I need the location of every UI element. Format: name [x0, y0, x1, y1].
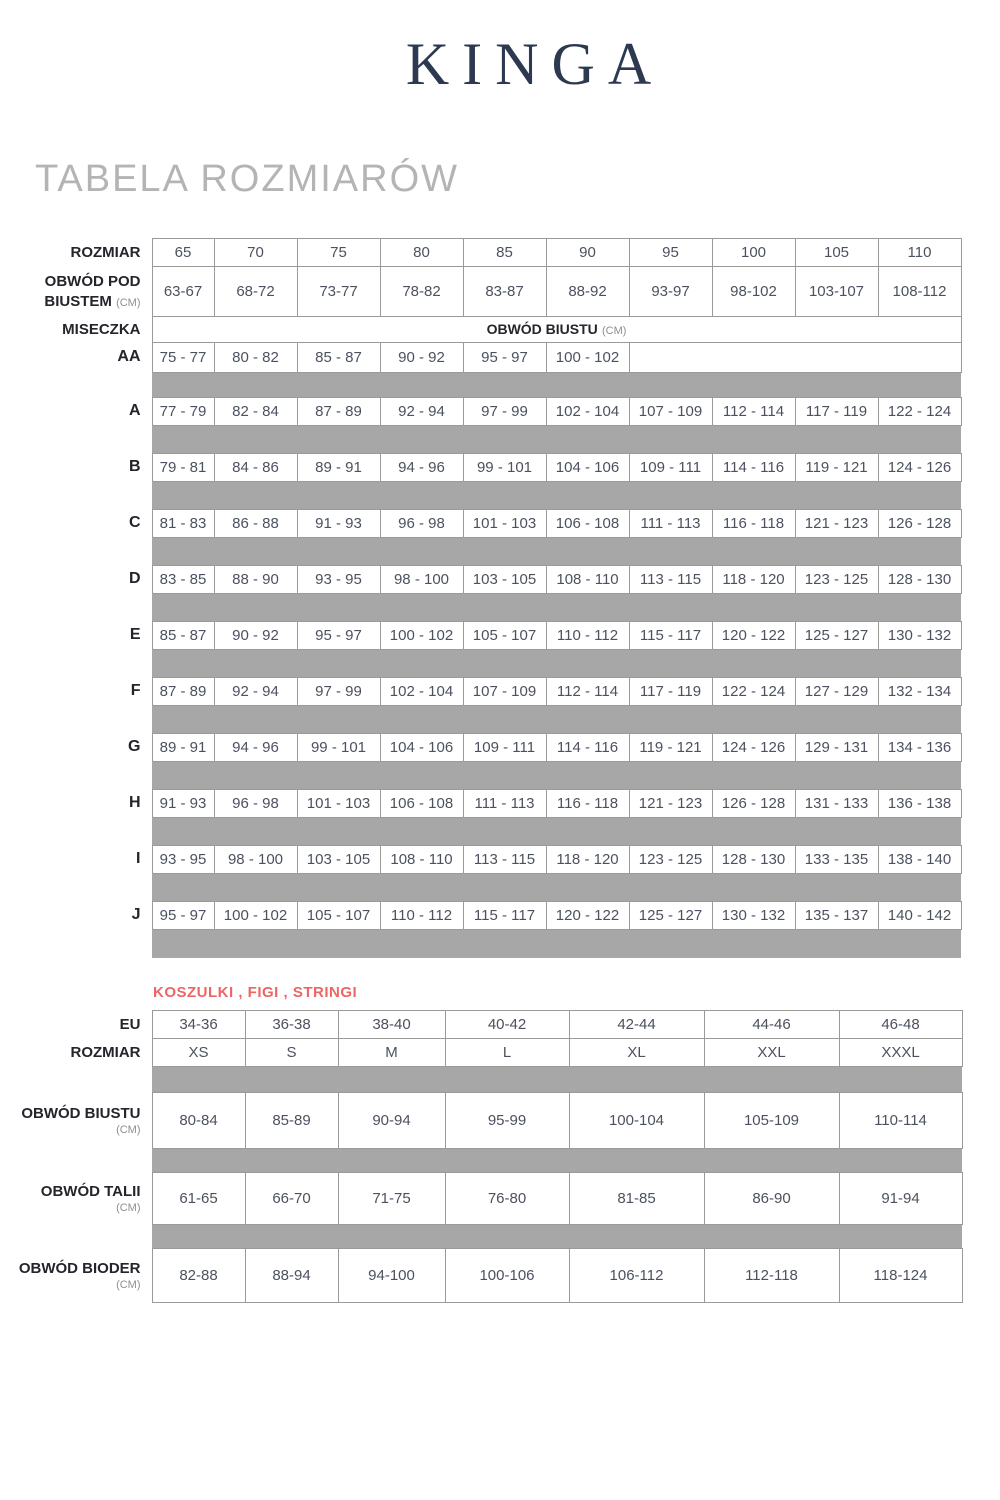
range-cell: 108 - 110 — [546, 566, 629, 594]
range-cell: 104 - 106 — [546, 454, 629, 482]
range-cell: 109 - 111 — [463, 734, 546, 762]
range-cell: 116 - 118 — [712, 510, 795, 538]
cup-label: B — [0, 454, 152, 482]
spacer-label-gap — [0, 1067, 152, 1093]
spacer-cell — [152, 762, 961, 790]
size-cell: 75 — [297, 239, 380, 267]
range-cell: 61-65 — [152, 1173, 245, 1225]
range-cell: 34-36 — [152, 1011, 245, 1039]
range-cell: 112 - 114 — [546, 678, 629, 706]
cup-row-AA — [0, 343, 961, 373]
cup-row-A — [0, 398, 961, 426]
range-cell: 87 - 89 — [152, 678, 214, 706]
page-title: TABELA ROZMIARÓW — [35, 158, 460, 200]
range-cell: 90-94 — [338, 1093, 445, 1149]
cup-row-J — [0, 902, 961, 930]
range-cell: 107 - 109 — [463, 678, 546, 706]
size-cell: 90 — [546, 239, 629, 267]
range-cell: 75 - 77 — [152, 343, 214, 373]
cup-row-F — [0, 678, 961, 706]
cup-label: D — [0, 566, 152, 594]
bra-size-table — [0, 238, 962, 958]
cup-label: E — [0, 622, 152, 650]
clothing-row-2 — [0, 1093, 962, 1149]
range-cell: 118-124 — [839, 1249, 962, 1303]
range-cell: 120 - 122 — [546, 902, 629, 930]
spacer-row — [0, 373, 961, 398]
range-cell: 135 - 137 — [795, 902, 878, 930]
spacer-cell — [152, 538, 961, 566]
range-cell: 76-80 — [445, 1173, 569, 1225]
range-cell: 104 - 106 — [380, 734, 463, 762]
spacer-row — [0, 482, 961, 510]
range-cell: 99 - 101 — [297, 734, 380, 762]
range-cell: 127 - 129 — [795, 678, 878, 706]
range-cell: 36-38 — [245, 1011, 338, 1039]
cup-row-G — [0, 734, 961, 762]
range-cell: 101 - 103 — [297, 790, 380, 818]
spacer-row — [0, 762, 961, 790]
range-cell: 90 - 92 — [380, 343, 463, 373]
range-cell: 112 - 114 — [712, 398, 795, 426]
spacer-cell — [152, 1225, 962, 1249]
range-cell: 86-90 — [704, 1173, 839, 1225]
range-cell: XXL — [704, 1039, 839, 1067]
size-cell: 110 — [878, 239, 961, 267]
underbust-cell: 88-92 — [546, 267, 629, 317]
cup-label: J — [0, 902, 152, 930]
range-cell: 88 - 90 — [214, 566, 297, 594]
row-label: EU — [0, 1011, 152, 1039]
size-cell: 70 — [214, 239, 297, 267]
spacer-row — [0, 538, 961, 566]
row-label-miseczka: MISECZKA — [0, 317, 152, 343]
spacer-row — [0, 1067, 962, 1093]
range-cell: 80-84 — [152, 1093, 245, 1149]
spacer-label-gap — [0, 538, 152, 566]
size-cell: 105 — [795, 239, 878, 267]
range-cell: 100-106 — [445, 1249, 569, 1303]
bra-cup-header-row — [0, 317, 961, 343]
cup-row-I — [0, 846, 961, 874]
spacer-cell — [152, 706, 961, 734]
cup-row-H — [0, 790, 961, 818]
range-cell: 96 - 98 — [380, 510, 463, 538]
range-cell: 119 - 121 — [629, 734, 712, 762]
range-cell: 90 - 92 — [214, 622, 297, 650]
spacer-label-gap — [0, 482, 152, 510]
range-cell: 103 - 105 — [463, 566, 546, 594]
range-cell: 105 - 107 — [463, 622, 546, 650]
range-cell: 105-109 — [704, 1093, 839, 1149]
spacer-cell — [152, 373, 961, 398]
cup-row-B — [0, 454, 961, 482]
range-cell: 80 - 82 — [214, 343, 297, 373]
range-cell: 83 - 85 — [152, 566, 214, 594]
range-cell: 122 - 124 — [712, 678, 795, 706]
range-cell: 118 - 120 — [712, 566, 795, 594]
range-cell: 82-88 — [152, 1249, 245, 1303]
empty-cell — [629, 343, 961, 373]
range-cell: 98 - 100 — [214, 846, 297, 874]
clothing-row-4 — [0, 1249, 962, 1303]
cup-label: C — [0, 510, 152, 538]
range-cell: 130 - 132 — [878, 622, 961, 650]
spacer-label-gap — [0, 706, 152, 734]
range-cell: 121 - 123 — [629, 790, 712, 818]
range-cell: 97 - 99 — [297, 678, 380, 706]
range-cell: 94 - 96 — [214, 734, 297, 762]
range-cell: XL — [569, 1039, 704, 1067]
range-cell: 118 - 120 — [546, 846, 629, 874]
range-cell: 85-89 — [245, 1093, 338, 1149]
range-cell: 88-94 — [245, 1249, 338, 1303]
range-cell: 71-75 — [338, 1173, 445, 1225]
range-cell: 66-70 — [245, 1173, 338, 1225]
range-cell: 95 - 97 — [463, 343, 546, 373]
size-cell: 80 — [380, 239, 463, 267]
range-cell: 126 - 128 — [712, 790, 795, 818]
underbust-cell: 103-107 — [795, 267, 878, 317]
range-cell: 110 - 112 — [380, 902, 463, 930]
spacer-row — [0, 930, 961, 958]
bra-underbust-row — [0, 267, 961, 317]
range-cell: 100 - 102 — [546, 343, 629, 373]
spacer-row — [0, 1149, 962, 1173]
range-cell: 44-46 — [704, 1011, 839, 1039]
range-cell: 89 - 91 — [297, 454, 380, 482]
range-cell: 91 - 93 — [152, 790, 214, 818]
range-cell: 109 - 111 — [629, 454, 712, 482]
size-cell: 65 — [152, 239, 214, 267]
range-cell: 99 - 101 — [463, 454, 546, 482]
clothing-table-body — [0, 1011, 962, 1303]
range-cell: 110 - 112 — [546, 622, 629, 650]
spacer-row — [0, 1225, 962, 1249]
range-cell: 97 - 99 — [463, 398, 546, 426]
range-cell: 111 - 113 — [629, 510, 712, 538]
range-cell: 42-44 — [569, 1011, 704, 1039]
range-cell: 95 - 97 — [152, 902, 214, 930]
underbust-cell: 73-77 — [297, 267, 380, 317]
size-cell: 85 — [463, 239, 546, 267]
spacer-label-gap — [0, 1149, 152, 1173]
spacer-cell — [152, 1149, 962, 1173]
range-cell: 96 - 98 — [214, 790, 297, 818]
range-cell: 124 - 126 — [712, 734, 795, 762]
range-cell: 124 - 126 — [878, 454, 961, 482]
range-cell: 98 - 100 — [380, 566, 463, 594]
underbust-cell: 83-87 — [463, 267, 546, 317]
underbust-cell: 78-82 — [380, 267, 463, 317]
range-cell: 81 - 83 — [152, 510, 214, 538]
range-cell: 101 - 103 — [463, 510, 546, 538]
range-cell: M — [338, 1039, 445, 1067]
range-cell: 112-118 — [704, 1249, 839, 1303]
range-cell: 134 - 136 — [878, 734, 961, 762]
cup-label: G — [0, 734, 152, 762]
spacer-cell — [152, 1067, 962, 1093]
spacer-label-gap — [0, 818, 152, 846]
spacer-cell — [152, 930, 961, 958]
range-cell: 86 - 88 — [214, 510, 297, 538]
clothing-section-title: KOSZULKI , FIGI , STRINGI — [153, 984, 358, 1001]
clothing-row-3 — [0, 1173, 962, 1225]
range-cell: 115 - 117 — [629, 622, 712, 650]
spacer-cell — [152, 874, 961, 902]
range-cell: 125 - 127 — [629, 902, 712, 930]
range-cell: 121 - 123 — [795, 510, 878, 538]
bra-size-row — [0, 239, 961, 267]
spacer-cell — [152, 818, 961, 846]
spacer-row — [0, 426, 961, 454]
range-cell: 123 - 125 — [629, 846, 712, 874]
clothing-row-0 — [0, 1011, 962, 1039]
range-cell: S — [245, 1039, 338, 1067]
spacer-label-gap — [0, 594, 152, 622]
range-cell: 102 - 104 — [380, 678, 463, 706]
range-cell: XS — [152, 1039, 245, 1067]
range-cell: 105 - 107 — [297, 902, 380, 930]
spacer-row — [0, 594, 961, 622]
range-cell: 120 - 122 — [712, 622, 795, 650]
range-cell: 128 - 130 — [712, 846, 795, 874]
range-cell: 84 - 86 — [214, 454, 297, 482]
brand-logo: KINGA — [405, 31, 665, 97]
range-cell: 133 - 135 — [795, 846, 878, 874]
range-cell: 140 - 142 — [878, 902, 961, 930]
spacer-label-gap — [0, 762, 152, 790]
spacer-cell — [152, 426, 961, 454]
range-cell: 129 - 131 — [795, 734, 878, 762]
range-cell: L — [445, 1039, 569, 1067]
spacer-cell — [152, 650, 961, 678]
spacer-row — [0, 818, 961, 846]
cup-row-D — [0, 566, 961, 594]
range-cell: 87 - 89 — [297, 398, 380, 426]
range-cell: 106-112 — [569, 1249, 704, 1303]
spacer-row — [0, 706, 961, 734]
range-cell: 92 - 94 — [380, 398, 463, 426]
range-cell: 46-48 — [839, 1011, 962, 1039]
row-label: OBWÓD BIUSTU (CM) — [0, 1093, 152, 1149]
range-cell: 116 - 118 — [546, 790, 629, 818]
size-cell: 100 — [712, 239, 795, 267]
range-cell: 114 - 116 — [546, 734, 629, 762]
range-cell: 77 - 79 — [152, 398, 214, 426]
range-cell: 79 - 81 — [152, 454, 214, 482]
range-cell: 102 - 104 — [546, 398, 629, 426]
range-cell: 91 - 93 — [297, 510, 380, 538]
spacer-label-gap — [0, 874, 152, 902]
range-cell: 108 - 110 — [380, 846, 463, 874]
spacer-label-gap — [0, 930, 152, 958]
range-cell: 123 - 125 — [795, 566, 878, 594]
spacer-row — [0, 874, 961, 902]
underbust-cell: 68-72 — [214, 267, 297, 317]
cup-label: H — [0, 790, 152, 818]
range-cell: 89 - 91 — [152, 734, 214, 762]
range-cell: 126 - 128 — [878, 510, 961, 538]
spacer-label-gap — [0, 426, 152, 454]
bra-table-body — [0, 239, 961, 958]
range-cell: 125 - 127 — [795, 622, 878, 650]
clothing-row-1 — [0, 1039, 962, 1067]
range-cell: 122 - 124 — [878, 398, 961, 426]
range-cell: 92 - 94 — [214, 678, 297, 706]
range-cell: 114 - 116 — [712, 454, 795, 482]
range-cell: 94 - 96 — [380, 454, 463, 482]
underbust-cell: 98-102 — [712, 267, 795, 317]
range-cell: 100-104 — [569, 1093, 704, 1149]
range-cell: 111 - 113 — [463, 790, 546, 818]
range-cell: 95 - 97 — [297, 622, 380, 650]
range-cell: 106 - 108 — [380, 790, 463, 818]
range-cell: 138 - 140 — [878, 846, 961, 874]
range-cell: 38-40 — [338, 1011, 445, 1039]
range-cell: 119 - 121 — [795, 454, 878, 482]
range-cell: 113 - 115 — [463, 846, 546, 874]
row-label-underbust: OBWÓD POD BIUSTEM (CM) — [0, 267, 152, 317]
range-cell: 103 - 105 — [297, 846, 380, 874]
size-cell: 95 — [629, 239, 712, 267]
range-cell: 94-100 — [338, 1249, 445, 1303]
row-label: ROZMIAR — [0, 1039, 152, 1067]
range-cell: 81-85 — [569, 1173, 704, 1225]
range-cell: 110-114 — [839, 1093, 962, 1149]
range-cell: 100 - 102 — [380, 622, 463, 650]
underbust-cell: 108-112 — [878, 267, 961, 317]
range-cell: 85 - 87 — [152, 622, 214, 650]
range-cell: 132 - 134 — [878, 678, 961, 706]
cup-row-E — [0, 622, 961, 650]
underbust-cell: 93-97 — [629, 267, 712, 317]
range-cell: 85 - 87 — [297, 343, 380, 373]
underbust-cell: 63-67 — [152, 267, 214, 317]
spacer-cell — [152, 482, 961, 510]
range-cell: 93 - 95 — [152, 846, 214, 874]
range-cell: 100 - 102 — [214, 902, 297, 930]
cup-row-C — [0, 510, 961, 538]
range-cell: 117 - 119 — [629, 678, 712, 706]
row-label: OBWÓD BIODER (CM) — [0, 1249, 152, 1303]
range-cell: 136 - 138 — [878, 790, 961, 818]
spacer-cell — [152, 594, 961, 622]
range-cell: 113 - 115 — [629, 566, 712, 594]
range-cell: 82 - 84 — [214, 398, 297, 426]
range-cell: 115 - 117 — [463, 902, 546, 930]
cup-label: I — [0, 846, 152, 874]
row-label-rozmiar: ROZMIAR — [0, 239, 152, 267]
clothing-size-table — [0, 1010, 963, 1303]
bust-circumference-header-cell: OBWÓD BIUSTU (CM) — [152, 317, 961, 343]
range-cell: 131 - 133 — [795, 790, 878, 818]
range-cell: 91-94 — [839, 1173, 962, 1225]
range-cell: 117 - 119 — [795, 398, 878, 426]
range-cell: 95-99 — [445, 1093, 569, 1149]
range-cell: 40-42 — [445, 1011, 569, 1039]
cup-label: A — [0, 398, 152, 426]
spacer-label-gap — [0, 1225, 152, 1249]
range-cell: 93 - 95 — [297, 566, 380, 594]
range-cell: 106 - 108 — [546, 510, 629, 538]
range-cell: 107 - 109 — [629, 398, 712, 426]
cup-label: F — [0, 678, 152, 706]
cup-label: AA — [0, 343, 152, 373]
spacer-label-gap — [0, 373, 152, 398]
range-cell: 130 - 132 — [712, 902, 795, 930]
spacer-label-gap — [0, 650, 152, 678]
spacer-row — [0, 650, 961, 678]
row-label: OBWÓD TALII (CM) — [0, 1173, 152, 1225]
range-cell: 128 - 130 — [878, 566, 961, 594]
range-cell: XXXL — [839, 1039, 962, 1067]
